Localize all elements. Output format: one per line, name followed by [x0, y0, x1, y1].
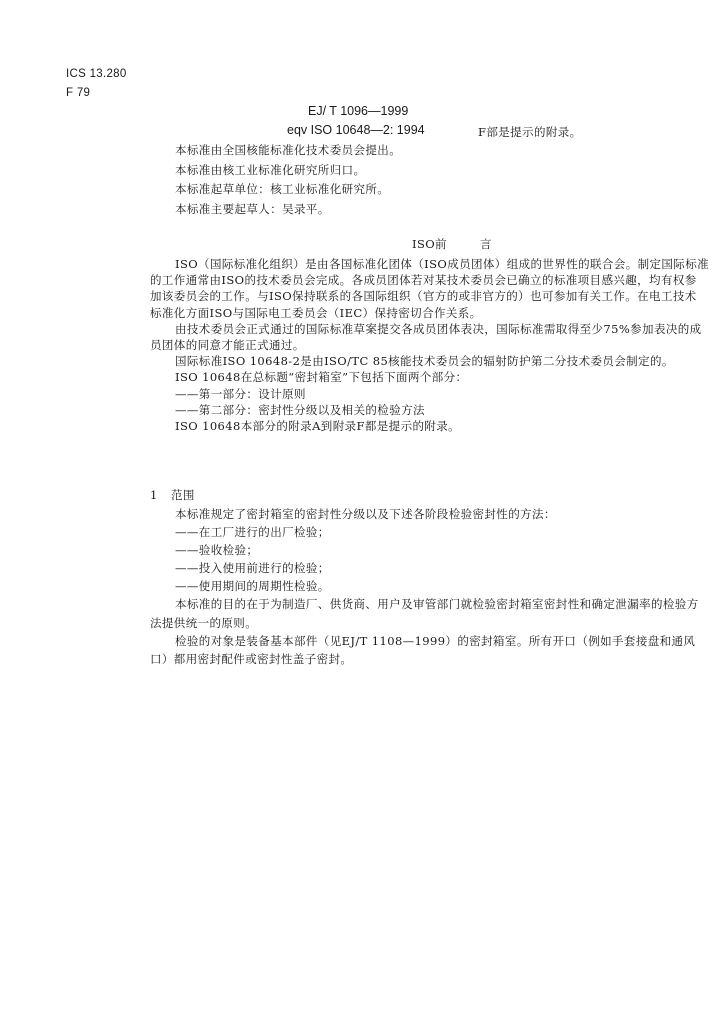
ccs-code: F 79: [66, 87, 91, 99]
ics-code: ICS 13.280: [66, 68, 127, 80]
foreword-line: 由技术委员会正式通过的国际标准草案提交各成员团体表决，国际标准需取得至少75%参加表决的成: [175, 321, 702, 336]
note-drafting-unit: 本标准起草单位：核工业标准化研究所。: [175, 182, 390, 196]
scope-line: 法提供统一的原则。: [150, 615, 258, 630]
note-managed: 本标准由核工业标准化研究所归口。: [175, 162, 366, 177]
section-1-body: [150, 505, 724, 668]
foreword-line: 标准化方面ISO与国际电工委员会（IEC）保持密切合作关系。: [150, 305, 482, 320]
section-1-heading: [150, 487, 195, 503]
scope-line: ——在工厂进行的出厂检验；: [175, 525, 330, 540]
foreword-line: ——第二部分：密封性分级以及相关的检验方法: [175, 402, 425, 417]
note-proposed: 本标准由全国核能标准化技术委员会提出。: [175, 143, 402, 157]
foreword-line: 加该委员会的工作。与ISO保持联系的各国际组织（官方的或非官方的）也可参加有关工作。在电工技术: [150, 289, 697, 304]
section-title: 范围: [171, 488, 195, 502]
scope-line: ——验收检验；: [175, 543, 259, 558]
iso-foreword-heading: [412, 236, 492, 252]
foreword-line: ISO（国际标准化组织）是由各国标准化团体（ISO成员团体）组成的世界性的联合会。制定国际标准: [175, 257, 709, 271]
heading-part-b: 言: [479, 237, 492, 251]
note-drafter: 本标准主要起草人：吴录平。: [175, 201, 330, 216]
equivalent-standard: eqv ISO 10648—2: 1994: [287, 123, 425, 137]
scope-line: 本标准的目的在于为制造厂、供货商、用户及审管部门就检验密封箱室密封性和确定泄漏率的检验方: [175, 597, 699, 612]
section-number: 1: [150, 488, 158, 502]
scope-line: 本标准规定了密封箱室的密封性分级以及下述各阶段检验密封性的方法：: [175, 507, 556, 521]
scope-line: 检验的对象是装备基本部件（见EJ/T 1108—1999）的密封箱室。所有开口（例如手套接盘和通风: [175, 633, 696, 648]
scope-line: 口）都用密封配件或密封性盖子密封。: [150, 651, 353, 666]
foreword-line: 国际标准ISO 10648-2是由ISO/TC 85核能技术委员会的辐射防护第二分技术委员会制定的。: [175, 354, 674, 369]
foreword-notes: [150, 141, 724, 219]
foreword-line: ISO 10648在总标题“密封箱室”下包括下面两个部分：: [175, 370, 468, 385]
foreword-line: ISO 10648本部分的附录A到附录F都是提示的附录。: [175, 419, 461, 434]
standard-number: EJ/ T 1096—1999: [308, 104, 409, 118]
foreword-line: 的工作通常由ISO的技术委员会完成。各成员团体若对某技术委员会已确立的标准项目感兴趣，均有权参: [150, 273, 697, 288]
foreword-line: ——第一部分：设计原则: [175, 386, 306, 401]
iso-foreword-body: [150, 256, 724, 434]
scope-line: ——使用期间的周期性检验。: [175, 579, 330, 594]
stray-annex-note: F部是提示的附录。: [478, 125, 582, 139]
heading-part-a: ISO前: [412, 237, 447, 251]
scope-line: ——投入使用前进行的检验；: [175, 561, 330, 576]
foreword-line: 员团体的同意才能正式通过。: [150, 338, 305, 353]
